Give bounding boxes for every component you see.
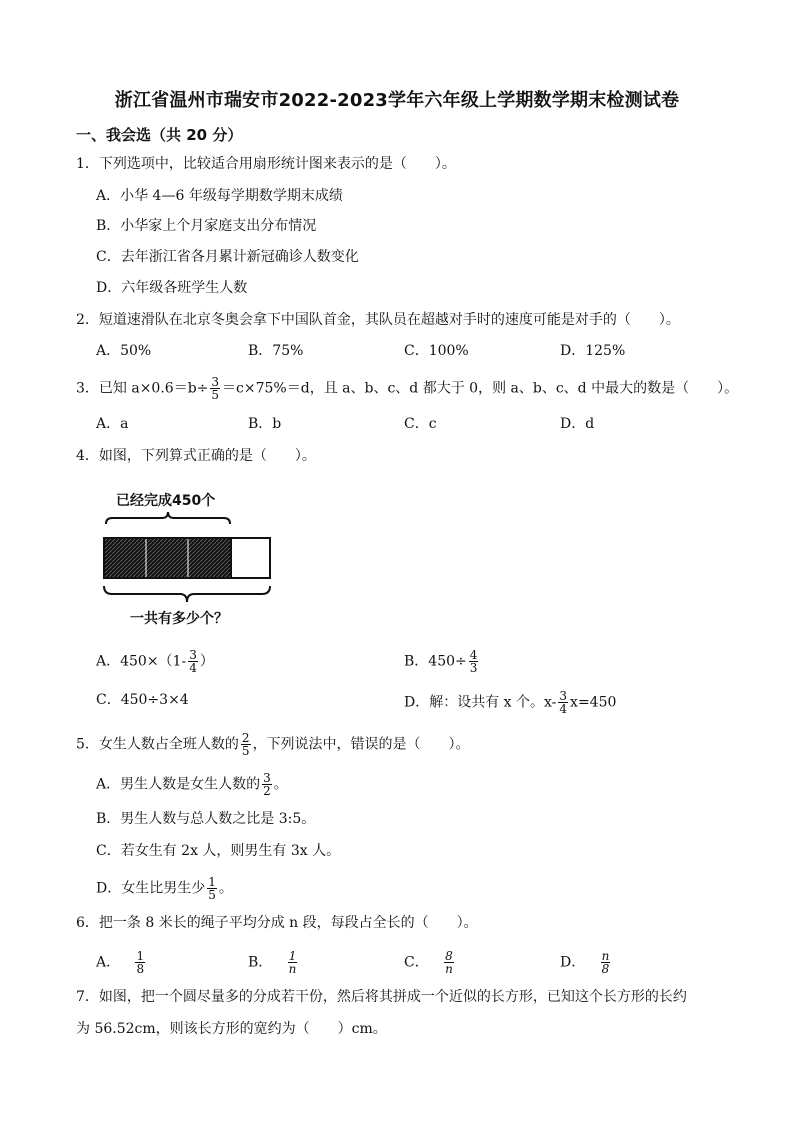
q5-option-d: D．女生比男生少 $\frac{1}{5}$ 。 [96, 875, 233, 902]
q6-option-d: D． $\frac{n}{8}$ [560, 949, 610, 976]
q5-option-b: B．男生人数与总人数之比是 3:5。 [96, 811, 316, 827]
q1-option-d: D．六年级各班学生人数 [96, 280, 248, 296]
figure-label-total: 一共有多少个？ [130, 611, 228, 627]
q5-fraction: $\frac{2}{5}$ [241, 731, 250, 758]
q6-option-b: B． $\frac{1}{n}$ [248, 949, 297, 976]
q3-fraction: $\frac{3}{5}$ [211, 375, 220, 402]
q4-figure [100, 490, 280, 630]
q2-option-b: B．75% [248, 343, 304, 359]
q4-option-a: A．450×（1- $\frac{3}{4}$ ） [96, 648, 214, 675]
q5-option-a: A．男生人数是女生人数的 $\frac{3}{2}$ 。 [96, 771, 288, 798]
q4-option-c: C．450÷3×4 [96, 692, 189, 708]
q6-option-a: A． $\frac{1}{8}$ [96, 949, 145, 976]
question-4: 4．如图，下列算式正确的是（ ）。 [76, 448, 316, 464]
q4-option-d: D．解：设共有 x 个。x- $\frac{3}{4}$ x=450 [404, 689, 617, 716]
question-3 [76, 376, 738, 401]
q3-stem-end: ＝c×75%＝d，且 a、b、c、d 都大于 0，则 a、b、c、d 中最大的数是（ ）。 [222, 380, 739, 397]
q1-option-b: B．小华家上个月家庭支出分布情况 [96, 218, 317, 234]
page-title: 浙江省温州市瑞安市2022-2023学年六年级上学期数学期末检测试卷 [114, 90, 680, 111]
q2-option-c: C．100% [404, 343, 469, 359]
q3-stem-start: 3．已知 a×0.6＝b÷ [76, 380, 209, 397]
q2-option-d: D．125% [560, 343, 626, 359]
q3-option-d: D．d [560, 416, 595, 432]
q3-option-c: C．c [404, 416, 437, 432]
q6-option-c: C． $\frac{8}{n}$ [404, 949, 453, 976]
q3-option-b: B．b [248, 416, 282, 432]
section-heading: 一、我会选（共 20 分） [76, 126, 243, 144]
q5-option-c: C．若女生有 2x 人，则男生有 3x 人。 [96, 843, 341, 859]
question-2: 2．短道速滑队在北京冬奥会拿下中国队首金，其队员在超越对手时的速度可能是对手的（ ）。 [76, 312, 680, 328]
q1-option-a: A．小华 4—6 年级每学期数学期末成绩 [96, 188, 343, 204]
question-6: 6．把一条 8 米长的绳子平均分成 n 段，每段占全长的（ ）。 [76, 915, 478, 931]
question-7-line-2: 为 56.52cm，则该长方形的宽约为（ ）cm。 [76, 1021, 387, 1037]
q4-option-b: B．450÷ $\frac{4}{3}$ [404, 648, 478, 675]
question-7-line-1: 7．如图，把一个圆尽量多的分成若干份，然后将其拼成一个近似的长方形，已知这个长方形的长约 [76, 989, 687, 1005]
question-5: 5．女生人数占全班人数的 $\frac{2}{5}$ ，下列说法中，错误的是（ ）。 [76, 731, 470, 758]
q3-option-a: A．a [96, 416, 129, 432]
q1-option-c: C．去年浙江省各月累计新冠确诊人数变化 [96, 249, 359, 265]
figure-label-completed: 已经完成450个 [116, 493, 216, 509]
q2-option-a: A．50% [96, 343, 152, 359]
question-1: 1．下列选项中，比较适合用扇形统计图来表示的是（ ）。 [76, 156, 456, 172]
